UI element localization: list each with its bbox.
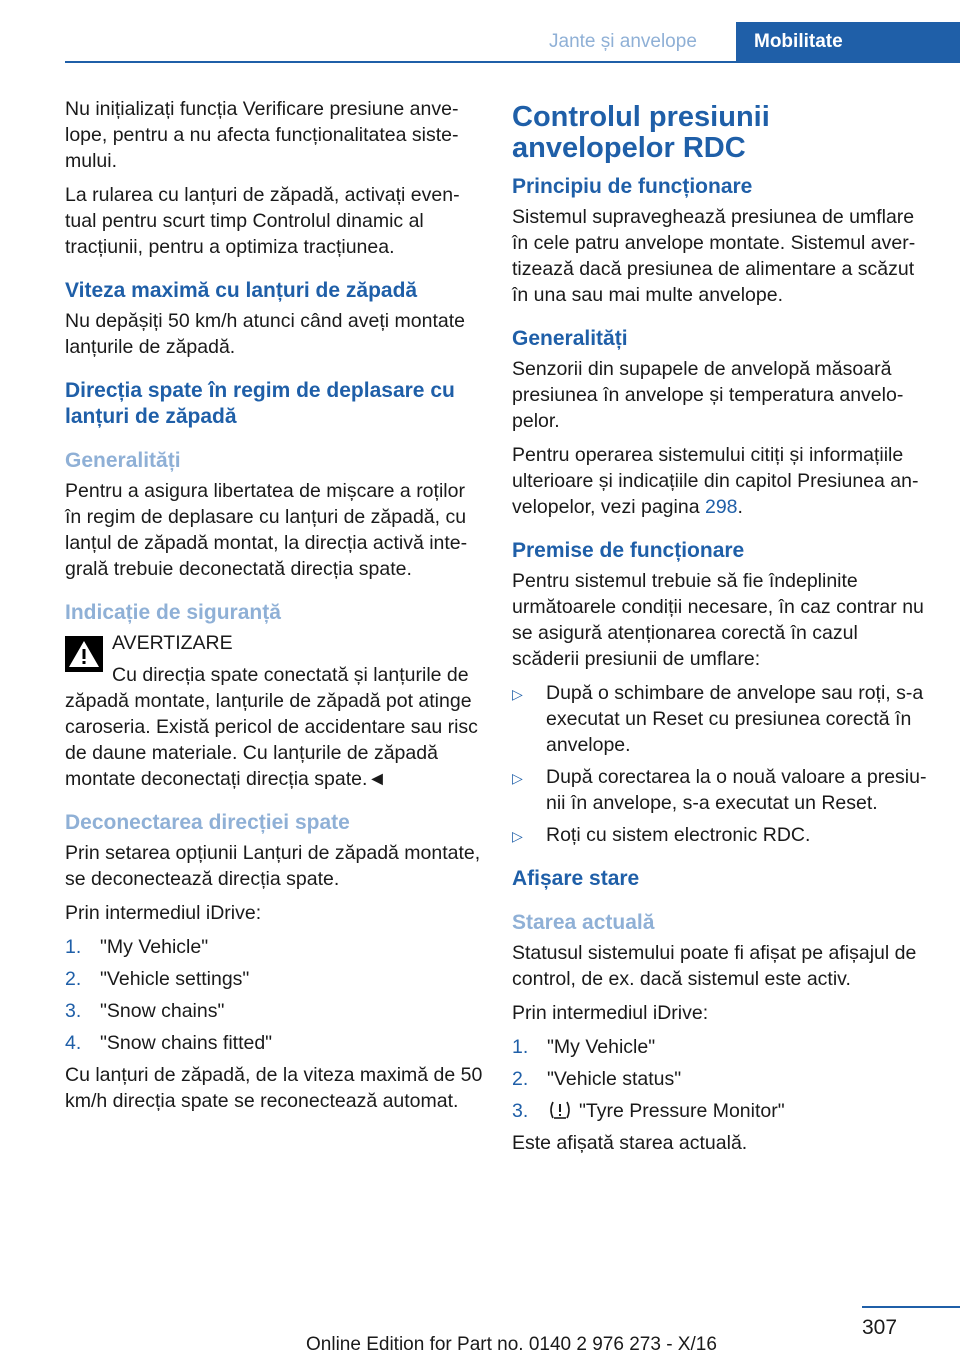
subheading-disconnect: Deconectarea direcției spate [65,811,350,834]
subheading-general: Generalități [65,449,181,472]
status-steps [512,1034,930,1124]
edition-footer: Online Edition for Part no. 0140 2 976 273 - X/16 [306,1334,717,1355]
triangle-bullet-icon: ▷ [512,686,523,702]
triangle-bullet-icon: ▷ [512,828,523,844]
paragraph: Prin setarea opțiunii Lanțuri de zăpadă montate, se deconectează direcția spate. [65,842,481,890]
subheading-safety: Indicație de siguranță [65,601,281,624]
list-item [512,1034,930,1060]
heading-principle: Principiu de funcționare [512,175,753,198]
paragraph: Nu inițializați funcția Verificare presiune anvelope, pentru a nu afecta funcționalitatea sistemului. [65,98,459,172]
paragraph: Pentru a asigura libertatea de mișcare a roților în regim de deplasare cu lanțuri de zăpadă, cu lanțul de zăpadă montat, la direcția activă integrală trebuie deconectată direcția spate. [65,480,468,580]
footer-rule [862,1306,960,1308]
warning-title: AVERTIZARE [112,632,233,654]
paragraph: Prin intermediul iDrive: [65,902,262,924]
page-number: 307 [862,1316,898,1339]
list-item [512,680,930,758]
warning-block [65,630,483,656]
list-item [512,1066,930,1092]
paragraph: Este afișată starea actuală. [512,1132,748,1154]
list-item [65,1030,483,1056]
paragraph-text: Pentru operarea sistemului citiți și informațiile ulterioare și indicațiile din capitol Presiunea anvelopelor, vezi pagina [512,444,919,518]
step-number: 2. [512,1068,529,1090]
warning-triangle-icon [65,636,103,672]
paragraph: Prin intermediul iDrive: [512,1002,709,1024]
running-header-section: Jante și anvelope [549,31,697,52]
step-number: 3. [65,1000,82,1022]
running-header-chapter: Mobilitate [736,22,960,63]
subheading-current: Starea actuală [512,911,655,934]
paragraph: Senzorii din supapele de anvelopă măsoară presiunea în anvelope și temperatura anvelopelor. [512,358,904,432]
list-item [512,1098,930,1124]
paragraph-end: . [737,496,743,518]
step-number: 1. [512,1036,529,1058]
heading-rear-steering: Direcția spate în regim de deplasare cu lanțuri de zăpadă [65,379,455,428]
step-text: "Vehicle status" [547,1068,682,1090]
list-item [512,822,930,848]
step-number: 3. [512,1100,529,1122]
heading-max-speed: Viteza maximă cu lanțuri de zăpadă [65,279,418,302]
step-number: 2. [65,968,82,990]
paragraph: Nu depășiți 50 km/h atunci când aveți montate lanțurile de zăpadă. [65,310,465,358]
warning-text: Cu direcția spate conectată și lanțurile de zăpadă montate, lanțurile de zăpadă pot atinge caroseria. Există pericol de accidentare sau risc de daune materiale. Cu lanțurile de zăpadă montate deconectați direcția spate.◄ [65,664,478,790]
heading-general: Generalități [512,327,628,350]
step-text: "Snow chains" [100,1000,225,1022]
step-text: "My Vehicle" [100,936,209,958]
page-link-298[interactable]: 298 [704,496,738,518]
paragraph: La rularea cu lanțuri de zăpadă, activați eventual pentru scurt timp Controlul dinamic al tracțiunii, pentru a optimiza tracțiunea. [65,184,460,258]
paragraph: Cu lanțuri de zăpadă, de la viteza maximă de 50 km/h direcția spate se reconectează automat. [65,1064,483,1112]
list-item [65,998,483,1024]
idrive-steps [65,934,483,1056]
conditions-list [512,680,930,848]
list-item [65,966,483,992]
bullet-text: Roți cu sistem electronic RDC. [546,824,811,846]
paragraph [512,442,930,520]
triangle-bullet-icon: ▷ [512,770,523,786]
step-text: "Tyre Pressure Monitor" [579,1100,785,1122]
list-item [65,934,483,960]
heading-status: Afișare stare [512,867,640,890]
step-number: 4. [65,1032,82,1054]
right-column [512,96,930,1164]
bullet-text: După corectarea la o nouă valoare a presiunii în anvelope, s-a executat un Reset. [546,766,927,814]
paragraph: Statusul sistemului poate fi afișat pe afișajul de control, de ex. dacă sistemul este activ. [512,942,917,990]
left-column [65,96,483,1122]
heading-rdc: Controlul presiunii anvelopelor RDC [512,101,770,164]
step-text: "My Vehicle" [547,1036,656,1058]
paragraph: Pentru sistemul trebuie să fie îndeplinite următoarele condiții necesare, în caz contrar nu se asigură atenționarea corectă în cazul scăderii presiunii de umflare: [512,570,924,670]
paragraph: Sistemul supraveghează presiunea de umflare în cele patru anvelope montate. Sistemul avertizează dacă presiunea de alimentare a scăzut în una sau mai multe anvelope. [512,206,916,306]
step-text: "Vehicle settings" [100,968,250,990]
step-number: 1. [65,936,82,958]
list-item [512,764,930,816]
step-text: "Snow chains fitted" [100,1032,273,1054]
bullet-text: După o schimbare de anvelope sau roți, s-a executat un Reset cu presiunea corectă în anvelope. [546,682,924,756]
header-rule [65,61,960,63]
heading-premises: Premise de funcționare [512,539,745,562]
tyre-pressure-icon [547,1099,573,1121]
